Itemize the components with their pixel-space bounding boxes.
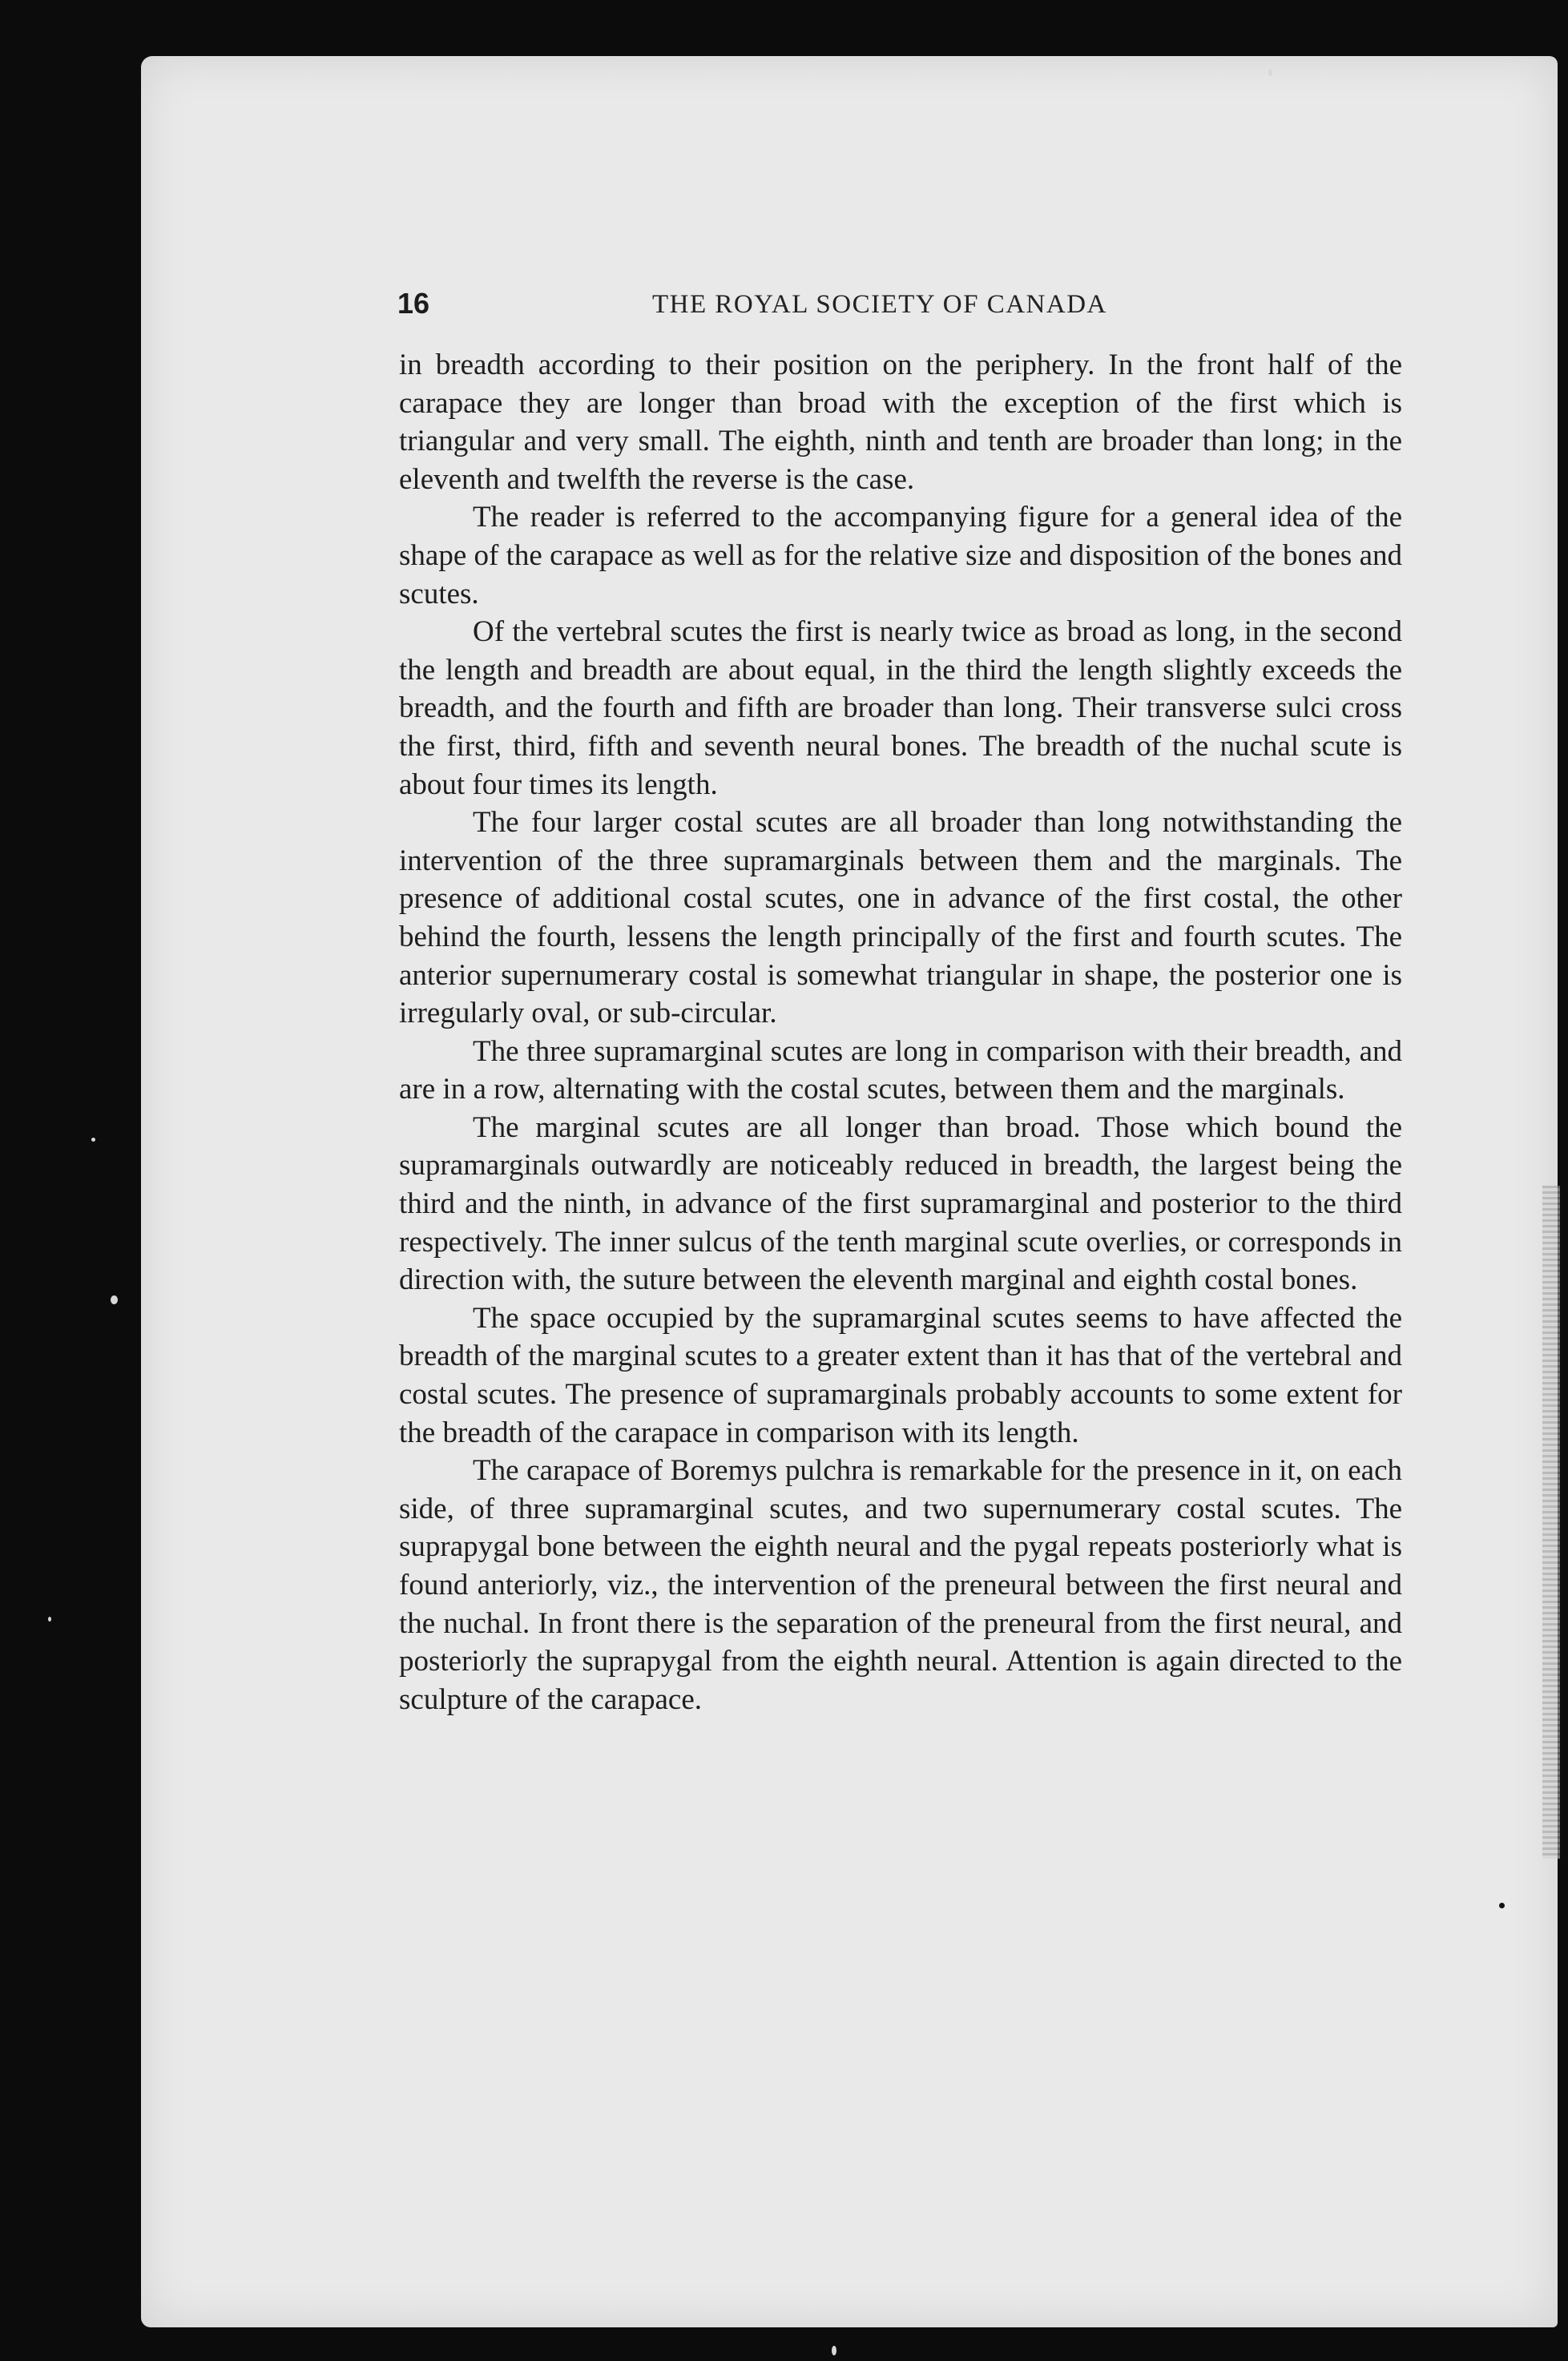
speck <box>1268 69 1272 76</box>
running-head: THE ROYAL SOCIETY OF CANADA <box>652 290 1107 319</box>
speck <box>91 1138 95 1142</box>
speck <box>111 1295 118 1304</box>
paragraph: The space occupied by the supramarginal scutes seems to have affected the breadth of the marginal scutes to a greater extent than it has that of the vertebral and costal scutes. The presence of supramarginals probably accounts to some extent for the breadth of the carapace in comparison with its length. <box>399 1301 1402 1449</box>
speck <box>832 2346 836 2355</box>
page-number: 16 <box>397 287 430 320</box>
paragraph: The four larger costal scutes are all broader than long notwithstanding the intervention of the three supramarginals between them and the marginals. The presence of additional costal scutes, one in advance of the first costal, the other behind the fourth, lessens the length principally of the first and fourth scutes. The anterior supernumerary costal is somewhat triangular in shape, the posterior one is irregularly oval, or sub-circular. <box>399 806 1402 1030</box>
paragraph: Of the vertebral scutes the first is nearly twice as broad as long, in the second the length and breadth are about equal, in the third the length slightly exceeds the breadth, and the fourth and fifth are broader than long. Their transverse sulci cross the first, third, fifth and seventh neural bones. The breadth of the nuchal scute is about four times its length. <box>399 615 1402 801</box>
paragraph: The reader is referred to the accompanying figure for a general idea of the shape of the carapace as well as for the relative size and disposition of the bones and scutes. <box>399 501 1402 610</box>
paragraph: The three supramarginal scutes are long in comparison with their breadth, and are in a row, alternating with the costal scutes, between them and the marginals. <box>399 1034 1402 1106</box>
speck <box>1499 1903 1505 1908</box>
speck <box>48 1617 51 1622</box>
body-text <box>399 346 1402 1718</box>
paragraph: in breadth according to their position on the periphery. In the front half of the carapace they are longer than broad with the exception of the first which is triangular and very small. The eighth, ninth and tenth are broader than long; in the eleventh and twelfth the reverse is the case. <box>399 349 1402 496</box>
page-edge-shadow <box>1542 1186 1560 1859</box>
page-header <box>397 287 1402 327</box>
paragraph: The marginal scutes are all longer than broad. Those which bound the supramarginals outwardly are noticeably reduced in breadth, the largest being the third and the ninth, in advance of the first supramarginal and posterior to the third respectively. The inner sulcus of the tenth marginal scute overlies, or corresponds in direction with, the suture between the eleventh marginal and eighth costal bones. <box>399 1110 1402 1297</box>
paragraph: The carapace of Boremys pulchra is remarkable for the presence in it, on each side, of three supramarginal scutes, and two supernumerary costal scutes. The suprapygal bone between the eighth neural and the pygal repeats posteriorly what is found anteriorly, viz., the intervention of the preneural between the first neural and the nuchal. In front there is the separation of the preneural from the first neural, and posteriorly the suprapygal from the eighth neural. Attention is again directed to the sculpture of the carapace. <box>399 1454 1402 1716</box>
